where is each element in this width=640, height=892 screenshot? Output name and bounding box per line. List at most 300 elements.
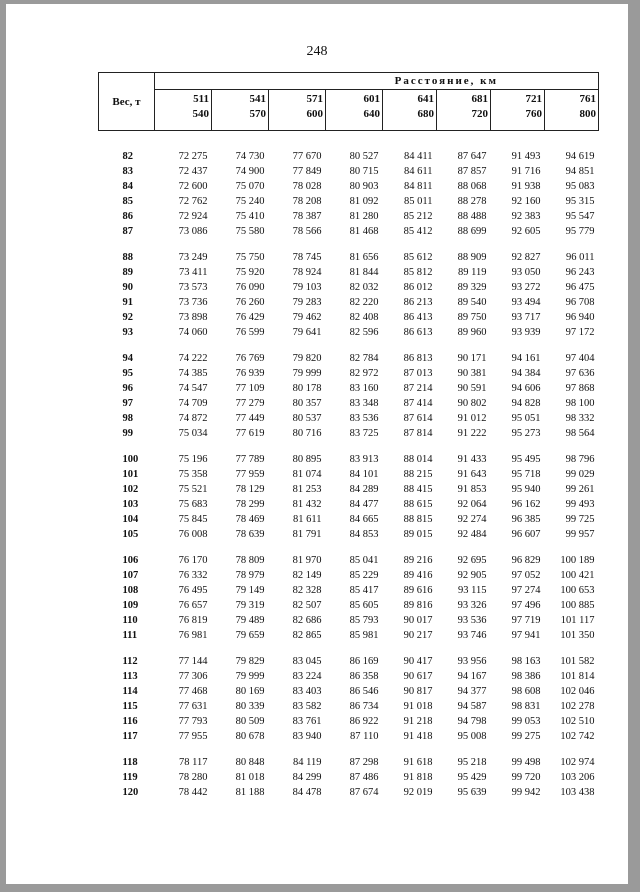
table-row (99, 452, 599, 467)
rate-cell: 82 865 (292, 630, 322, 641)
rate-cell: 94 161 (511, 353, 541, 364)
rate-cell: 90 802 (457, 398, 487, 409)
distance-range-header (545, 90, 599, 131)
distance-range-header (383, 90, 437, 131)
rate-cell: 87 614 (403, 413, 433, 424)
rate-cell: 81 074 (292, 469, 322, 480)
rate-cell: 79 999 (292, 368, 322, 379)
rate-cell: 85 041 (349, 555, 379, 566)
rate-cell: 74 385 (178, 368, 208, 379)
range-to: 680 (417, 108, 434, 120)
rate-cell: 75 240 (235, 196, 265, 207)
rate-cell: 90 417 (403, 656, 433, 667)
rate-cell: 87 013 (403, 368, 433, 379)
rate-cell: 88 278 (457, 196, 487, 207)
weight-cell: 88 (122, 252, 133, 263)
group-spacer (99, 131, 599, 150)
rate-cell: 86 169 (349, 656, 379, 667)
rate-cell: 75 196 (178, 454, 208, 465)
rate-cell: 78 280 (178, 772, 208, 783)
rate-cell: 80 527 (349, 151, 379, 162)
rate-cell: 82 596 (349, 327, 379, 338)
rate-cell: 90 217 (403, 630, 433, 641)
range-to: 800 (579, 108, 596, 120)
rate-cell: 101 582 (560, 656, 595, 667)
rate-cell: 83 224 (292, 671, 322, 682)
range-to: 540 (192, 108, 209, 120)
weight-cell: 118 (122, 757, 138, 768)
rate-cell: 77 670 (292, 151, 322, 162)
rate-cell: 99 275 (511, 731, 541, 742)
rate-cell: 75 034 (178, 428, 208, 439)
rate-cell: 98 564 (565, 428, 595, 439)
rate-cell: 97 052 (511, 570, 541, 581)
range-from: 541 (249, 93, 266, 105)
table-row (99, 755, 599, 770)
weight-cell: 117 (122, 731, 138, 742)
rate-cell: 94 798 (457, 716, 487, 727)
weight-cell: 105 (122, 529, 139, 540)
rate-cell: 98 608 (511, 686, 541, 697)
rate-cell: 76 599 (235, 327, 265, 338)
rate-cell: 87 674 (349, 787, 379, 798)
rate-cell: 101 350 (560, 630, 595, 641)
rate-cell: 77 631 (178, 701, 208, 712)
rate-cell: 77 959 (235, 469, 265, 480)
weight-cell: 111 (122, 630, 138, 641)
rate-cell: 76 939 (235, 368, 265, 379)
rate-cell: 89 329 (457, 282, 487, 293)
rate-cell: 82 032 (349, 282, 379, 293)
rate-cell: 81 468 (349, 226, 379, 237)
weight-cell: 107 (122, 570, 139, 581)
rate-cell: 77 468 (178, 686, 208, 697)
rate-cell: 97 496 (511, 600, 541, 611)
rate-cell: 83 940 (292, 731, 322, 742)
rate-cell: 101 117 (560, 615, 595, 626)
rate-cell: 81 432 (292, 499, 322, 510)
rate-cell: 76 090 (235, 282, 265, 293)
rate-cell: 84 299 (292, 772, 322, 783)
rate-cell: 100 653 (560, 585, 595, 596)
rate-cell: 97 868 (565, 383, 595, 394)
rate-cell: 80 178 (292, 383, 322, 394)
rate-cell: 97 636 (565, 368, 595, 379)
range-to: 720 (471, 108, 488, 120)
rate-cell: 76 008 (178, 529, 208, 540)
rate-cell: 93 115 (458, 585, 487, 596)
table-row (99, 714, 599, 729)
table-row (99, 310, 599, 325)
rate-cell: 95 940 (511, 484, 541, 495)
table-row (99, 654, 599, 669)
rate-cell: 79 283 (292, 297, 322, 308)
rate-cell: 100 885 (560, 600, 595, 611)
rate-cell: 80 169 (235, 686, 265, 697)
rate-cell: 77 849 (292, 166, 322, 177)
rate-cell: 97 941 (511, 630, 541, 641)
rate-cell: 92 064 (457, 499, 487, 510)
rate-cell: 91 418 (403, 731, 433, 742)
rate-cell: 84 811 (404, 181, 433, 192)
rate-cell: 93 494 (511, 297, 541, 308)
table-row (99, 224, 599, 239)
rate-cell: 77 144 (178, 656, 208, 667)
rate-cell: 79 820 (292, 353, 322, 364)
rate-cell: 81 018 (235, 772, 265, 783)
rate-cell: 90 017 (403, 615, 433, 626)
rate-cell: 87 298 (349, 757, 379, 768)
rate-cell: 72 924 (178, 211, 208, 222)
weight-cell: 102 (122, 484, 139, 495)
weight-cell: 116 (122, 716, 138, 727)
rate-cell: 75 410 (235, 211, 265, 222)
rate-cell: 99 029 (565, 469, 595, 480)
distance-range-header-row (99, 90, 599, 131)
rate-cell: 83 913 (349, 454, 379, 465)
rate-cell: 98 332 (565, 413, 595, 424)
table-row (99, 568, 599, 583)
rate-cell: 88 215 (403, 469, 433, 480)
rate-cell: 88 615 (403, 499, 433, 510)
rate-cell: 78 979 (235, 570, 265, 581)
rate-cell: 95 083 (565, 181, 595, 192)
rate-cell: 79 641 (292, 327, 322, 338)
rate-cell: 89 015 (403, 529, 433, 540)
rate-cell: 76 332 (178, 570, 208, 581)
rate-cell: 73 736 (178, 297, 208, 308)
rate-cell: 75 683 (178, 499, 208, 510)
rate-cell: 86 012 (403, 282, 433, 293)
weight-cell: 119 (122, 772, 138, 783)
table-row (99, 381, 599, 396)
rate-cell: 96 829 (511, 555, 541, 566)
rate-cell: 75 070 (235, 181, 265, 192)
rate-cell: 84 665 (349, 514, 379, 525)
distance-range-header (212, 90, 269, 131)
weight-cell: 106 (122, 555, 139, 566)
rate-cell: 85 812 (403, 267, 433, 278)
rate-cell: 74 060 (178, 327, 208, 338)
rate-cell: 90 817 (403, 686, 433, 697)
table-row (99, 325, 599, 340)
rate-cell: 77 789 (235, 454, 265, 465)
weight-cell: 93 (122, 327, 133, 338)
rate-cell: 80 903 (349, 181, 379, 192)
rate-cell: 85 793 (349, 615, 379, 626)
rate-cell: 90 171 (457, 353, 487, 364)
rate-cell: 97 719 (511, 615, 541, 626)
rate-cell: 91 818 (403, 772, 433, 783)
rate-cell: 94 619 (565, 151, 595, 162)
rate-cell: 77 619 (235, 428, 265, 439)
table-row (99, 482, 599, 497)
weight-cell: 86 (122, 211, 133, 222)
rate-cell: 99 493 (565, 499, 595, 510)
rate-cell: 86 413 (403, 312, 433, 323)
rate-cell: 92 019 (403, 787, 433, 798)
weight-cell: 108 (122, 585, 139, 596)
rate-cell: 77 109 (235, 383, 265, 394)
weight-cell: 98 (122, 413, 133, 424)
rate-cell: 91 433 (457, 454, 487, 465)
rate-cell: 80 715 (349, 166, 379, 177)
range-to: 570 (249, 108, 266, 120)
rate-cell: 85 212 (403, 211, 433, 222)
table-row (99, 411, 599, 426)
rate-cell: 81 092 (349, 196, 379, 207)
rate-cell: 102 974 (560, 757, 595, 768)
rate-cell: 102 046 (560, 686, 595, 697)
rate-cell: 97 172 (565, 327, 595, 338)
rate-cell: 91 938 (511, 181, 541, 192)
rate-cell: 79 103 (292, 282, 322, 293)
rate-cell: 74 730 (235, 151, 265, 162)
rate-cell: 83 761 (292, 716, 322, 727)
rate-cell: 77 955 (178, 731, 208, 742)
rate-cell: 103 206 (560, 772, 595, 783)
rate-cell: 99 725 (565, 514, 595, 525)
rate-cell: 76 981 (178, 630, 208, 641)
weight-cell: 92 (122, 312, 133, 323)
weight-cell: 113 (122, 671, 138, 682)
weight-column-header: Вес, т (99, 73, 155, 131)
rate-cell: 78 469 (235, 514, 265, 525)
rate-cell: 78 745 (292, 252, 322, 263)
rate-cell: 72 762 (178, 196, 208, 207)
rate-cell: 89 960 (457, 327, 487, 338)
rate-cell: 88 014 (403, 454, 433, 465)
table-row (99, 467, 599, 482)
rate-cell: 100 421 (560, 570, 595, 581)
rate-cell: 94 377 (457, 686, 487, 697)
rate-cell: 75 750 (235, 252, 265, 263)
rate-cell: 99 720 (511, 772, 541, 783)
rate-cell: 82 686 (292, 615, 322, 626)
rate-cell: 90 381 (457, 368, 487, 379)
weight-cell: 82 (122, 151, 133, 162)
rate-cell: 85 981 (349, 630, 379, 641)
rate-cell: 73 086 (178, 226, 208, 237)
rate-cell: 78 028 (292, 181, 322, 192)
range-from: 571 (306, 93, 323, 105)
rate-cell: 92 827 (511, 252, 541, 263)
rate-cell: 77 793 (178, 716, 208, 727)
rate-cell: 81 656 (349, 252, 379, 263)
rate-cell: 95 273 (511, 428, 541, 439)
rate-cell: 94 587 (457, 701, 487, 712)
rate-cell: 91 853 (457, 484, 487, 495)
range-from: 641 (417, 93, 434, 105)
rate-cell: 74 547 (178, 383, 208, 394)
distance-range-header (269, 90, 326, 131)
rate-cell: 80 895 (292, 454, 322, 465)
rate-cell: 75 358 (178, 469, 208, 480)
rate-cell: 98 100 (565, 398, 595, 409)
range-from: 721 (525, 93, 542, 105)
rate-cell: 76 260 (235, 297, 265, 308)
rate-cell: 85 011 (404, 196, 433, 207)
tariff-table (98, 72, 599, 800)
rate-cell: 79 489 (235, 615, 265, 626)
rate-cell: 102 278 (560, 701, 595, 712)
rate-cell: 85 605 (349, 600, 379, 611)
range-from: 761 (579, 93, 596, 105)
rate-cell: 79 829 (235, 656, 265, 667)
rate-cell: 91 018 (403, 701, 433, 712)
distance-range-header (491, 90, 545, 131)
group-spacer (99, 542, 599, 553)
table-row (99, 770, 599, 785)
rate-cell: 87 214 (403, 383, 433, 394)
rate-cell: 78 809 (235, 555, 265, 566)
rate-cell: 79 319 (235, 600, 265, 611)
rate-cell: 98 386 (511, 671, 541, 682)
rate-cell: 93 272 (511, 282, 541, 293)
rate-cell: 72 275 (178, 151, 208, 162)
rate-cell: 94 384 (511, 368, 541, 379)
rate-cell: 91 222 (457, 428, 487, 439)
rate-cell: 81 791 (292, 529, 322, 540)
rate-cell: 100 189 (560, 555, 595, 566)
rate-cell: 76 819 (178, 615, 208, 626)
weight-cell: 96 (122, 383, 133, 394)
rate-cell: 78 639 (235, 529, 265, 540)
rate-cell: 95 008 (457, 731, 487, 742)
rate-cell: 96 475 (565, 282, 595, 293)
rate-cell: 76 429 (235, 312, 265, 323)
rate-cell: 77 306 (178, 671, 208, 682)
rate-cell: 102 742 (560, 731, 595, 742)
rate-cell: 78 387 (292, 211, 322, 222)
rate-cell: 99 498 (511, 757, 541, 768)
rate-cell: 86 613 (403, 327, 433, 338)
distance-group-header: Расстояние, км (155, 73, 599, 90)
rate-cell: 98 831 (511, 701, 541, 712)
rate-cell: 84 289 (349, 484, 379, 495)
weight-cell: 87 (122, 226, 133, 237)
rate-cell: 75 920 (235, 267, 265, 278)
rate-cell: 89 416 (403, 570, 433, 581)
weight-cell: 83 (122, 166, 133, 177)
rate-cell: 95 547 (565, 211, 595, 222)
rate-cell: 81 844 (349, 267, 379, 278)
weight-cell: 120 (122, 787, 139, 798)
weight-cell: 112 (122, 656, 138, 667)
rate-cell: 80 537 (292, 413, 322, 424)
table-row (99, 628, 599, 643)
rate-cell: 76 170 (178, 555, 208, 566)
rate-cell: 78 299 (235, 499, 265, 510)
rate-cell: 83 348 (349, 398, 379, 409)
table-row (99, 613, 599, 628)
rate-cell: 86 734 (349, 701, 379, 712)
table-body (99, 131, 599, 801)
rate-cell: 74 872 (178, 413, 208, 424)
rate-cell: 76 495 (178, 585, 208, 596)
rate-cell: 84 101 (349, 469, 379, 480)
rate-cell: 99 957 (565, 529, 595, 540)
rate-cell: 74 222 (178, 353, 208, 364)
rate-cell: 87 857 (457, 166, 487, 177)
table-row (99, 497, 599, 512)
rate-cell: 96 607 (511, 529, 541, 540)
group-spacer (99, 643, 599, 654)
rate-cell: 72 600 (178, 181, 208, 192)
table-row (99, 280, 599, 295)
range-from: 681 (471, 93, 488, 105)
weight-cell: 114 (122, 686, 138, 697)
table-row (99, 669, 599, 684)
weight-cell: 104 (122, 514, 139, 525)
range-to: 600 (306, 108, 323, 120)
weight-cell: 103 (122, 499, 139, 510)
table-row (99, 426, 599, 441)
rate-cell: 91 218 (403, 716, 433, 727)
rate-cell: 96 708 (565, 297, 595, 308)
rate-cell: 84 478 (292, 787, 322, 798)
rate-cell: 91 618 (403, 757, 433, 768)
distance-range-header (155, 90, 212, 131)
rate-cell: 73 411 (179, 267, 208, 278)
rate-cell: 92 905 (457, 570, 487, 581)
rate-cell: 86 546 (349, 686, 379, 697)
weight-cell: 90 (122, 282, 133, 293)
rate-cell: 88 699 (457, 226, 487, 237)
rate-cell: 97 274 (511, 585, 541, 596)
rate-cell: 82 408 (349, 312, 379, 323)
weight-cell: 99 (122, 428, 133, 439)
range-to: 760 (525, 108, 542, 120)
rate-cell: 89 119 (458, 267, 487, 278)
rate-cell: 83 725 (349, 428, 379, 439)
rate-cell: 81 970 (292, 555, 322, 566)
rate-cell: 85 229 (349, 570, 379, 581)
table-row (99, 179, 599, 194)
rate-cell: 86 813 (403, 353, 433, 364)
rate-cell: 93 939 (511, 327, 541, 338)
rate-cell: 94 851 (565, 166, 595, 177)
table-row (99, 527, 599, 542)
rate-cell: 76 657 (178, 600, 208, 611)
rate-cell: 80 848 (235, 757, 265, 768)
rate-cell: 85 417 (349, 585, 379, 596)
rate-cell: 81 611 (293, 514, 322, 525)
rate-cell: 83 403 (292, 686, 322, 697)
rate-cell: 80 509 (235, 716, 265, 727)
rate-cell: 93 536 (457, 615, 487, 626)
rate-cell: 86 922 (349, 716, 379, 727)
rate-cell: 75 521 (178, 484, 208, 495)
table-row (99, 396, 599, 411)
rate-cell: 96 385 (511, 514, 541, 525)
rate-cell: 92 160 (511, 196, 541, 207)
rate-cell: 101 814 (560, 671, 595, 682)
rate-cell: 87 814 (403, 428, 433, 439)
rate-cell: 89 816 (403, 600, 433, 611)
rate-cell: 84 411 (404, 151, 433, 162)
table-row (99, 785, 599, 800)
rate-cell: 95 429 (457, 772, 487, 783)
weight-cell: 97 (122, 398, 133, 409)
rate-cell: 102 510 (560, 716, 595, 727)
rate-cell: 96 011 (566, 252, 595, 263)
rate-cell: 78 442 (178, 787, 208, 798)
range-to: 640 (363, 108, 380, 120)
rate-cell: 83 045 (292, 656, 322, 667)
rate-cell: 96 940 (565, 312, 595, 323)
group-spacer (99, 441, 599, 452)
